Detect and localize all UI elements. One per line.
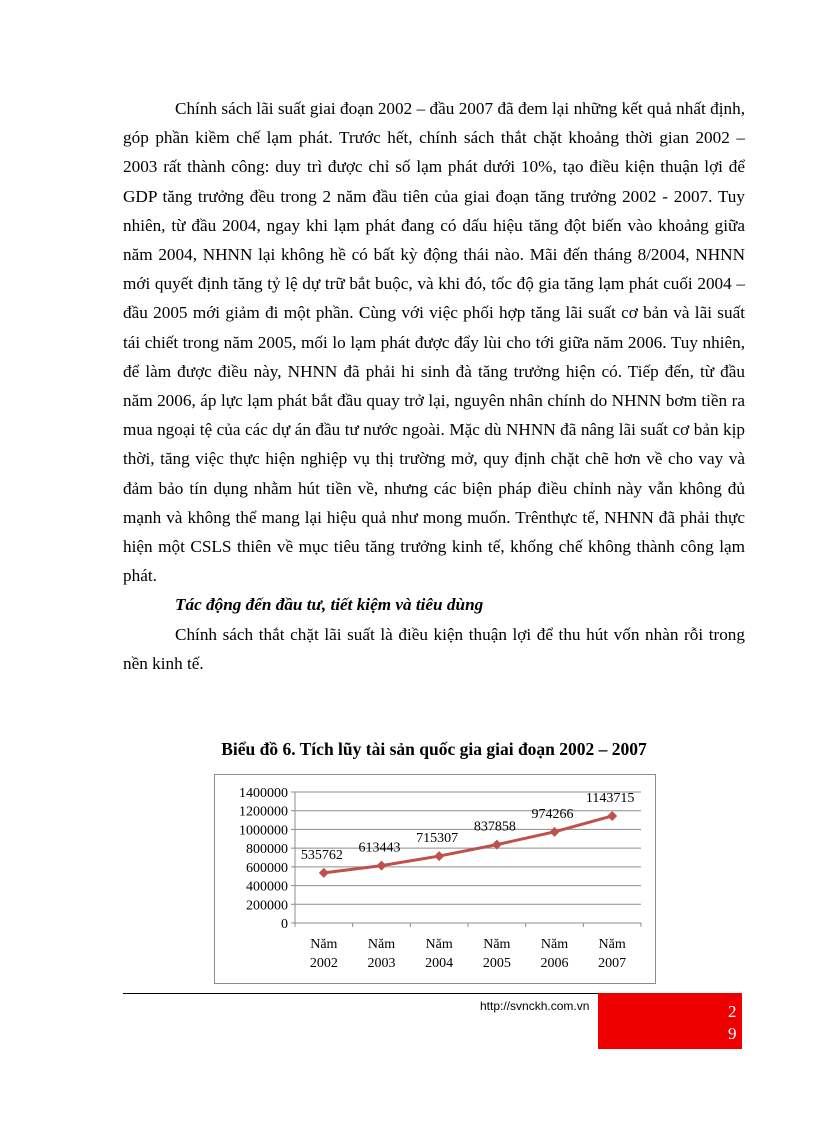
data-point — [607, 811, 617, 821]
data-label: 1143715 — [585, 790, 635, 806]
x-tick-label: Năm — [540, 937, 569, 952]
data-label: 715307 — [416, 831, 459, 847]
data-point — [319, 868, 329, 878]
data-label: 837858 — [473, 819, 516, 835]
figure-title: Biểu đồ 6. Tích lũy tài sản quốc gia giai đoạn 2002 – 2007 — [221, 739, 647, 759]
data-label: 974266 — [531, 806, 574, 822]
y-tick-label: 1000000 — [239, 823, 288, 839]
x-tick-label: Năm — [598, 937, 626, 952]
section-heading: Tác động đến đầu tư, tiết kiệm và tiêu dùng — [175, 595, 484, 615]
x-tick-label: 2004 — [425, 956, 454, 971]
data-point — [550, 827, 560, 837]
x-tick-label: 2006 — [540, 956, 569, 971]
x-tick-label: Năm — [310, 937, 338, 952]
x-tick-label: 2005 — [482, 956, 511, 971]
y-tick-label: 400000 — [246, 879, 288, 895]
x-tick-label: Năm — [367, 937, 396, 952]
data-label: 613443 — [358, 840, 401, 856]
y-tick-label: 1400000 — [239, 786, 288, 801]
paragraph: Chính sách lãi suất giai đoạn 2002 – đầu 2007 đã đem lại những kết quả nhất định, góp phần kiềm chế lạm phát. Trước hết, chính sách thắt chặt khoảng thời gian 2002 – 2003 rất thành công: duy trì được chỉ số lạm phát dưới 10%, tạo điều kiện thuận lợi để GDP tăng trưởng đều trong 2 năm đầu tiên của giai đoạn tăng trưởng 2002 - 2007. Tuy nhiên, từ đầu 2004, ngay khi lạm phát đang có dấu hiệu tăng đột biến vào khoảng giữa năm 2004, NHNN lại không hề có bất kỳ động thái nào. Mãi đến tháng 8/2004, NHNN mới quyết định tăng tỷ lệ dự trữ bắt buộc, và khi đó, tốc độ gia tăng lạm phát cuối 2004 – đầu 2005 mới giảm đi một phần. Cùng với việc phối hợp tăng lãi suất cơ bản và lãi suất tái chiết trong năm 2005, mối lo lạm phát được đẩy lùi cho tới giữa năm 2006. Tuy nhiên, để làm được điều này, NHNN đã phải hi sinh đà tăng trưởng hiện có. Tiếp đến, từ đầu năm 2006, áp lực lạm phát bắt đầu quay trở lại, nguyên nhân chính do NHNN bơm tiền ra mua ngoại tệ của các dự án đầu tư nước ngoài. Mặc dù NHNN đã nâng lãi suất cơ bản kịp thời, tăng việc thực hiện nghiệp vụ thị trường mở, quy định chặt chẽ hơn về cho vay và đảm bảo tín dụng nhằm hút tiền về, nhưng các biện pháp điều chỉnh này vẫn không đủ mạnh và không thể mang lại hiệu quả như mong muốn. Trênthực tế, NHNN đã phải thực hiện một CSLS thiên về mục tiêu tăng trưởng kinh tế, khống chế không thành công lạm phát. — [123, 99, 745, 586]
chart-frame — [214, 774, 656, 984]
data-label: 535762 — [300, 847, 343, 863]
y-tick-label: 1200000 — [239, 804, 288, 820]
data-point — [377, 861, 387, 871]
footer-rule — [123, 993, 598, 994]
page-number-digit: 2 — [728, 1002, 737, 1021]
y-tick-label: 0 — [281, 917, 288, 932]
y-tick-label: 600000 — [246, 860, 288, 876]
y-tick-label: 800000 — [246, 842, 288, 858]
footer-url[interactable]: http://svnckh.com.vn — [480, 999, 590, 1013]
x-tick-label: Năm — [483, 937, 511, 952]
page-number-digit: 9 — [728, 1024, 737, 1043]
paragraph: Chính sách thắt chặt lãi suất là điều kiện thuận lợi để thu hút vốn nhàn rỗi trong nền kinh tế. — [123, 624, 745, 673]
x-tick-label: 2003 — [367, 956, 396, 971]
y-tick-label: 200000 — [246, 898, 288, 914]
x-tick-label: 2007 — [598, 956, 627, 971]
x-tick-label: Năm — [425, 937, 453, 952]
data-point — [434, 851, 444, 861]
body-text — [123, 94, 745, 678]
page-number-box — [598, 993, 742, 1049]
x-tick-label: 2002 — [309, 956, 338, 971]
line-chart — [215, 775, 655, 983]
